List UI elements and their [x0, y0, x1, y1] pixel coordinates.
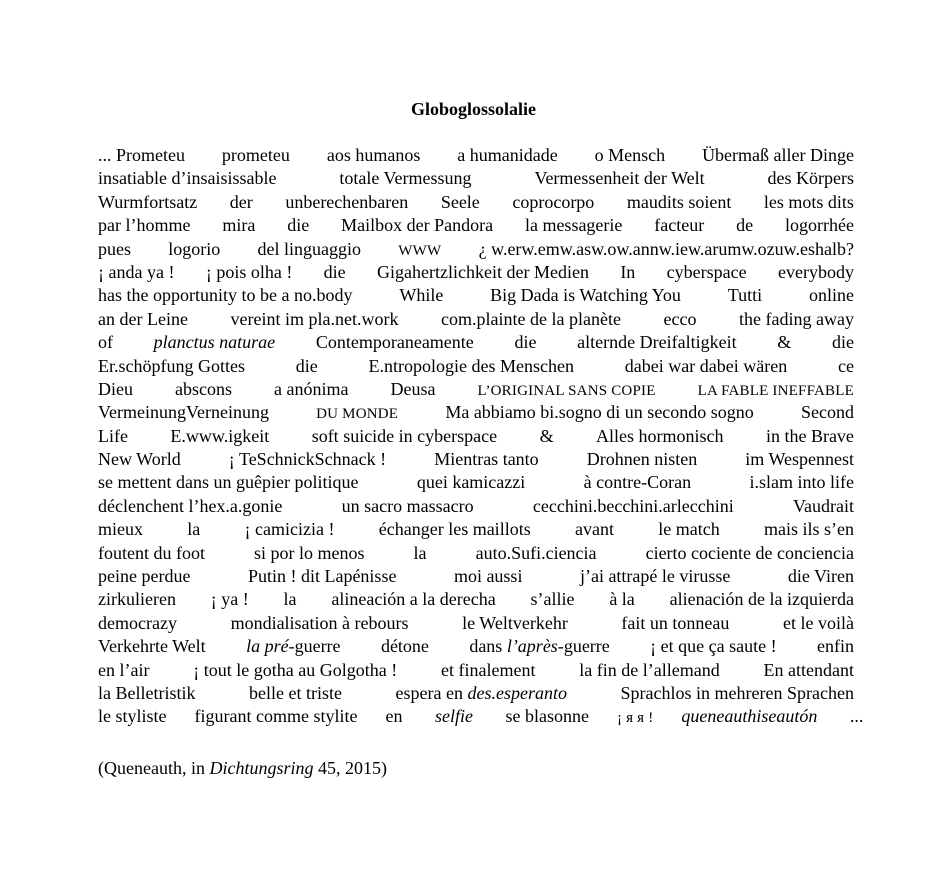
poem-segment: Ma abbiamo bi.sogno di un secondo sogno — [445, 402, 754, 423]
poem-segment: New World — [98, 449, 181, 470]
poem-segment: WWW — [398, 242, 442, 259]
poem-segment: die — [831, 332, 854, 353]
poem-segment: die — [295, 355, 318, 376]
poem-segment: of — [98, 332, 113, 353]
poem-segment: queneauthiseautón ... — [681, 706, 864, 727]
poem-segment: coprocorpo — [512, 191, 595, 212]
poem-segment: enfin — [817, 636, 854, 657]
poem-segment: die — [287, 215, 310, 236]
poem-segment: ¡ tout le gotha au Golgotha ! — [193, 659, 398, 680]
poem-segment: die Viren — [787, 566, 854, 587]
poem-line — [98, 705, 864, 728]
poem-segment: prometeu — [221, 145, 290, 165]
poem-line — [98, 495, 854, 518]
poem-segment: la — [413, 542, 427, 563]
poem-segment: L’ORIGINAL SANS COPIE — [477, 382, 656, 399]
poem-segment: et le voilà — [783, 612, 854, 633]
poem-segment: Deusa — [390, 378, 436, 399]
poem-segment: insatiable d’insaisissable — [98, 168, 277, 189]
poem-segment: un sacro massacro — [341, 495, 474, 516]
poem-segment: Mientras tanto — [434, 449, 539, 470]
poem-segment: a anónima — [274, 378, 349, 399]
poem-line — [98, 565, 854, 588]
poem-segment: espera en des.esperanto — [395, 682, 567, 703]
poem-segment: facteur — [654, 215, 705, 236]
poem-line — [98, 261, 854, 284]
poem-segment: pues — [98, 238, 131, 259]
poem-segment: ¡ TeSchnickSchnack ! — [228, 449, 387, 470]
poem-line — [98, 401, 854, 424]
poem-segment: ce — [837, 355, 854, 376]
poem-segment: totale Vermessung — [339, 168, 472, 189]
poem-segment: les mots dits — [763, 191, 854, 212]
poem-segment: Wurmfortsatz — [98, 191, 198, 212]
poem-segment: à contre-Coran — [583, 472, 692, 493]
poem-line — [98, 378, 854, 401]
poem-line — [98, 284, 854, 307]
poem-segment: alienación de la izquierda — [669, 589, 854, 610]
poem-segment: la fin de l’allemand — [579, 659, 720, 680]
poem-segment: la — [187, 519, 201, 540]
poem-segment: i.slam into life — [749, 472, 854, 493]
poem-segment: en selfie se blasonne — [385, 706, 589, 727]
poem-segment: mais ils s’en — [763, 519, 854, 540]
poem-segment: Übermaß aller Dinge — [702, 145, 854, 165]
poem-segment: s’allie — [530, 589, 575, 610]
poem-segment: dans l’après-guerre — [469, 636, 610, 657]
poem-line — [98, 448, 854, 471]
poem-line — [98, 308, 854, 331]
poem-segment: ¡ anda ya ! — [98, 261, 175, 282]
poem-segment: cyberspace — [666, 261, 747, 282]
poem-segment: Er.schöpfung Gottes — [98, 355, 245, 376]
poem-segment: del linguaggio — [257, 238, 362, 259]
poem-segment: et finalement — [441, 659, 536, 680]
poem-segment: der — [229, 191, 253, 212]
poem-segment: belle et triste — [249, 682, 342, 703]
poem-segment: mieux — [98, 519, 143, 540]
poem-segment: E.ntropologie des Menschen — [368, 355, 574, 376]
poem-line — [98, 167, 854, 190]
poem-segment: & — [777, 332, 792, 353]
poem-segment: moi aussi — [453, 566, 523, 587]
poem-segment: avant — [574, 519, 614, 540]
poem-segment: o Mensch — [594, 145, 666, 165]
poem-segment: ¡ camicizia ! — [244, 519, 335, 540]
poem-segment: Contemporaneamente — [315, 332, 474, 353]
poem-line — [98, 331, 854, 354]
poem-title: Globoglossolalie — [410, 99, 536, 119]
poem-segment: democrazy — [98, 612, 177, 633]
poem-line — [98, 355, 854, 378]
poem-segment: Sprachlos in mehreren Sprachen — [620, 682, 854, 703]
poem-segment: Tutti — [727, 285, 763, 306]
poem-segment: mondialisation à rebours — [230, 612, 409, 633]
poem-segment: de — [736, 215, 754, 236]
poem-segment: en l’air — [98, 659, 150, 680]
poem-segment: des Körpers — [767, 168, 854, 189]
poem-segment: déclenchent l’hex.a.gonie — [98, 495, 283, 516]
poem-segment: in the Brave — [765, 425, 854, 446]
poem-segment: Drohnen nisten — [586, 449, 698, 470]
poem-segment: cecchini.becchini.arlecchini — [532, 495, 734, 516]
poem-segment: VermeinungVerneinung — [98, 402, 269, 423]
poem-segment: par l’homme — [98, 215, 191, 236]
poem-line — [98, 612, 854, 635]
poem-segment: Second — [800, 402, 854, 423]
poem-segment: Verkehrte Welt — [98, 636, 206, 657]
citation-journal: Dichtungsring — [209, 758, 314, 778]
poem-segment: la Belletristik — [98, 682, 196, 703]
poem-segment: everybody — [777, 261, 854, 282]
poem-segment: figurant comme stylite — [194, 706, 358, 727]
poem-segment: ecco — [663, 308, 697, 329]
citation — [98, 757, 387, 779]
poem-segment: ... Prometeu — [98, 145, 185, 165]
poem-segment: quei kamicazzi — [416, 472, 526, 493]
poem-segment: ¡ я я ! — [616, 710, 654, 727]
poem-segment: Mailbox der Pandora — [341, 215, 494, 236]
poem-segment: While — [399, 285, 444, 306]
poem-segment: à la — [609, 589, 635, 610]
poem-segment: peine perdue — [98, 566, 191, 587]
poem-segment: maudits soient — [626, 191, 732, 212]
poem-segment: DU MONDE — [316, 406, 399, 423]
poem-line — [98, 682, 854, 705]
poem-segment: planctus naturae — [153, 332, 276, 353]
poem-segment: le Weltverkehr — [462, 612, 568, 633]
poem-segment: Vermessenheit der Welt — [534, 168, 705, 189]
poem-segment: ¡ ya ! — [210, 589, 249, 610]
poem-segment: vereint im pla.net.work — [230, 308, 399, 329]
poem-segment: Dieu — [98, 378, 133, 399]
poem-segment: unberechenbaren — [285, 191, 409, 212]
poem-line — [98, 425, 854, 448]
poem-segment: zirkulieren — [98, 589, 176, 610]
poem-segment: dabei war dabei wären — [624, 355, 788, 376]
poem-segment: auto.Sufi.ciencia — [475, 542, 597, 563]
poem-segment: alineación a la derecha — [331, 589, 496, 610]
poem-segment: & — [539, 425, 554, 446]
poem-line — [98, 659, 854, 682]
poem-segment: échanger les maillots — [378, 519, 531, 540]
poem-segment: ¿ w.erw.emw.asw.ow.annw.iew.arumw.ozuw.eshalb? — [478, 238, 854, 259]
poem-segment: aos humanos — [326, 145, 421, 165]
poem-segment: LA FABLE INEFFABLE — [697, 382, 854, 399]
poem-segment: foutent du foot — [98, 542, 205, 563]
poem-line — [98, 144, 854, 167]
poem-segment: la pré-guerre — [246, 636, 341, 657]
poem-segment: has the opportunity to be a no.body — [98, 285, 353, 306]
poem-line — [98, 542, 854, 565]
poem-segment: j’ai attrapé le virusse — [579, 566, 731, 587]
citation-suffix: 45, 2015) — [313, 758, 387, 778]
poem-segment: Seele — [440, 191, 480, 212]
poem-segment: le styliste — [98, 706, 167, 727]
poem-segment: ¡ et que ça saute ! — [650, 636, 777, 657]
poem-segment: the fading away — [739, 308, 854, 329]
poem-segment: E.www.igkeit — [170, 425, 270, 446]
poem-body — [98, 144, 864, 729]
poem-segment: Vaudrait — [793, 495, 854, 516]
poem-segment: Putin ! dit Lapénisse — [247, 566, 397, 587]
poem-segment: Gigahertzlichkeit der Medien — [377, 261, 589, 282]
poem-segment: En attendant — [763, 659, 854, 680]
poem-segment: la — [283, 589, 297, 610]
poem-segment: logorio — [168, 238, 221, 259]
poem-segment: a humanidade — [457, 145, 558, 165]
poem-line — [98, 588, 854, 611]
poem-segment: logorrhée — [785, 215, 854, 236]
poem-line — [98, 191, 854, 214]
poem-segment: détone — [380, 636, 429, 657]
poem-line — [98, 238, 854, 261]
poem-segment: com.plainte de la planète — [441, 308, 621, 329]
poem-line — [98, 518, 854, 541]
poem-segment: se mettent dans un guêpier politique — [98, 472, 359, 493]
poem-segment: die — [514, 332, 537, 353]
poem-segment: Life — [98, 425, 128, 446]
poem-segment: fait un tonneau — [621, 612, 730, 633]
poem-line — [98, 214, 854, 237]
poem-segment: le match — [658, 519, 720, 540]
poem-segment: cierto cociente de conciencia — [645, 542, 854, 563]
poem-segment: la messagerie — [524, 215, 623, 236]
poem-segment: Big Dada is Watching You — [490, 285, 681, 306]
poem-segment: an der Leine — [98, 308, 188, 329]
poem-segment: online — [809, 285, 854, 306]
poem-segment: die — [323, 261, 346, 282]
poem-line — [98, 635, 854, 658]
citation-prefix: (Queneauth, in — [98, 758, 210, 778]
poem-segment: abscons — [175, 378, 232, 399]
poem-segment: In — [620, 261, 636, 282]
poem-line — [98, 471, 854, 494]
poem-segment: im Wespennest — [745, 449, 854, 470]
poem-segment: ¡ pois olha ! — [205, 261, 293, 282]
poem-segment: Alles hormonisch — [596, 425, 724, 446]
poem-segment: si por lo menos — [254, 542, 365, 563]
poem-segment: mira — [222, 215, 256, 236]
poem-segment: alternde Dreifaltigkeit — [577, 332, 737, 353]
poem-segment: soft suicide in cyberspace — [311, 425, 498, 446]
